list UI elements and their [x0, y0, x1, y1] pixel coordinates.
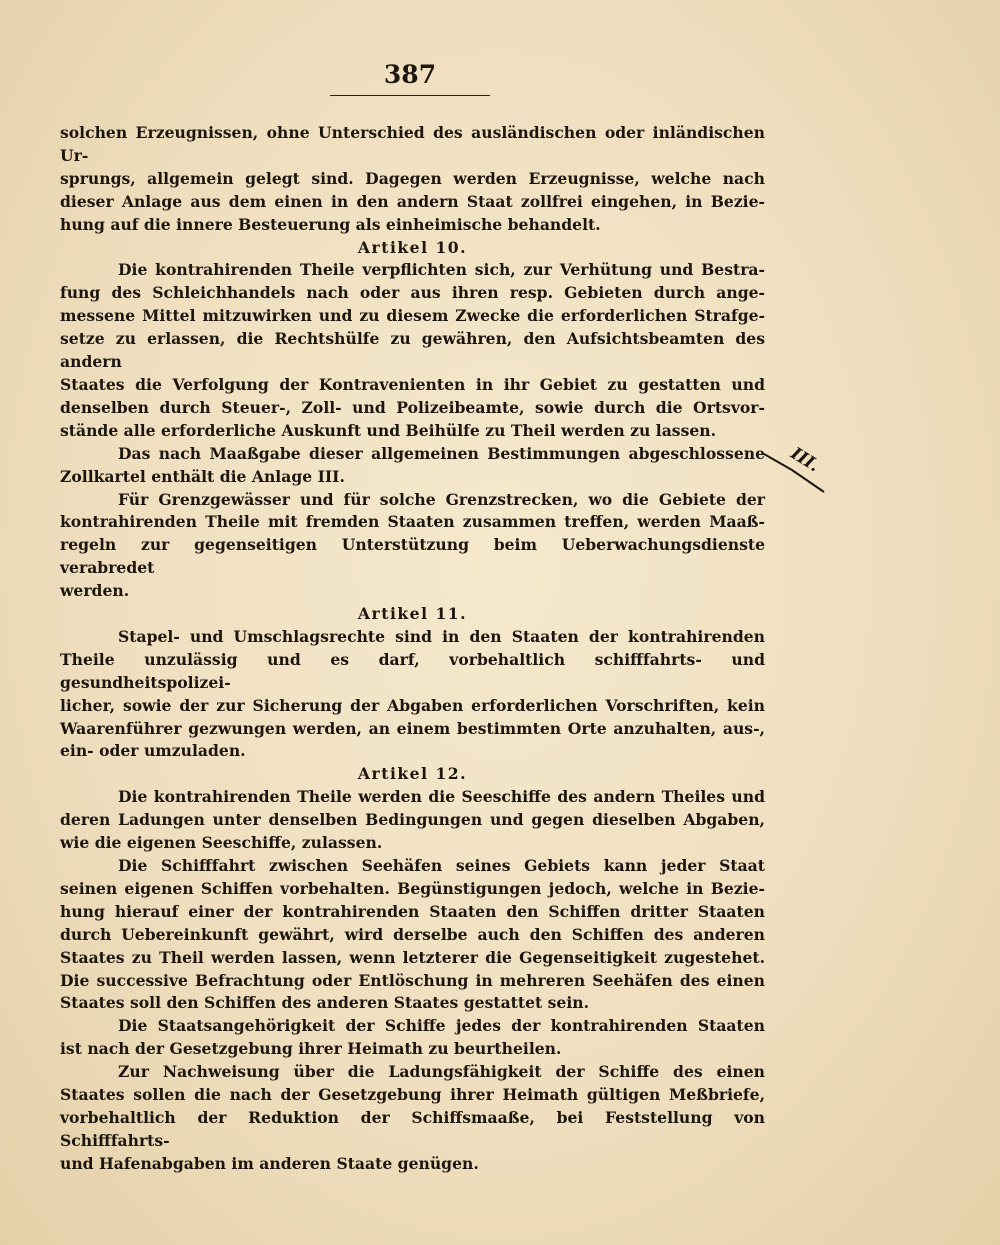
text-line: setze zu erlassen, die Rechtshülfe zu gewähren, den Aufsichtsbeamten des andern: [60, 329, 765, 372]
text-line: Für Grenzgewässer und für solche Grenzstrecken, wo die Gebiete der: [118, 489, 765, 509]
page-number: 387: [383, 60, 437, 89]
text-line: Zollkartel enthält die Anlage III.: [60, 466, 345, 486]
text-line: Stapel- und Umschlagsrechte sind in den Staaten der kontrahirenden: [118, 626, 765, 646]
margin-note-text: III.: [786, 443, 823, 477]
text-line: denselben durch Steuer-, Zoll- und Polizeibeamte, sowie durch die Ortsvor-: [60, 397, 765, 417]
text-line: Staates sollen die nach der Gesetzgebung ihrer Heimath gültigen Meßbriefe,: [60, 1085, 765, 1105]
text-line: Zur Nachweisung über die Ladungsfähigkeit der Schiffe des einen: [118, 1062, 765, 1082]
text-line: messene Mittel mitzuwirken und zu diesem Zwecke die erforderlichen Strafge-: [60, 306, 765, 326]
text-line: wie die eigenen Seeschiffe, zulassen.: [60, 833, 383, 853]
paragraph: [60, 626, 765, 763]
text-line: Theile unzulässig und es darf, vorbehaltlich schifffahrts- und gesundheitspolizei-: [60, 649, 765, 692]
text-line: ist nach der Gesetzgebung ihrer Heimath zu beurtheilen.: [60, 1039, 562, 1059]
text-line: und Hafenabgaben im anderen Staate genügen.: [60, 1153, 479, 1173]
text-line: Das nach Maaßgabe dieser allgemeinen Bestimmungen abgeschlossene: [118, 443, 765, 463]
text-line: werden.: [60, 581, 130, 601]
paragraph: [60, 122, 765, 237]
text-line: Staates soll den Schiffen des anderen Staates gestattet sein.: [60, 993, 590, 1013]
margin-annotation: [762, 443, 832, 498]
text-line: licher, sowie der zur Sicherung der Abgaben erforderlichen Vorschriften, kein: [60, 695, 765, 715]
text-line: fung des Schleichhandels nach oder aus ihren resp. Gebieten durch ange-: [60, 283, 765, 303]
article-heading: Artikel 10.: [357, 237, 468, 257]
text-line: stände alle erforderliche Auskunft und Beihülfe zu Theil werden zu lassen.: [60, 420, 717, 440]
paragraph: [60, 855, 765, 1015]
paragraph: [60, 489, 765, 604]
text-line: Staates zu Theil werden lassen, wenn letzterer die Gegenseitigkeit zugestehet.: [60, 947, 765, 967]
text-line: hung hierauf einer der kontrahirenden Staaten den Schiffen dritter Staaten: [60, 901, 765, 921]
text-line: Die kontrahirenden Theile werden die Seeschiffe des andern Theiles und: [118, 787, 765, 807]
text-line: vorbehaltlich der Reduktion der Schiffsmaaße, bei Feststellung von Schifffahrts-: [60, 1107, 765, 1150]
paragraph: [60, 786, 765, 855]
text-line: Waarenführer gezwungen werden, an einem bestimmten Orte anzuhalten, aus-,: [60, 718, 765, 738]
text-line: regeln zur gegenseitigen Unterstützung beim Ueberwachungsdienste verabredet: [60, 535, 765, 578]
text-line: Staates die Verfolgung der Kontravenienten in ihr Gebiet zu gestatten und: [60, 374, 765, 394]
paragraph: [60, 1061, 765, 1176]
text-line: kontrahirenden Theile mit fremden Staaten zusammen treffen, werden Maaß-: [60, 512, 765, 532]
text-line: sprungs, allgemein gelegt sind. Dagegen werden Erzeugnisse, welche nach: [60, 168, 765, 188]
text-line: seinen eigenen Schiffen vorbehalten. Begünstigungen jedoch, welche in Bezie-: [60, 878, 765, 898]
text-line: deren Ladungen unter denselben Bedingungen und gegen dieselben Abgaben,: [60, 810, 765, 830]
paragraph: [60, 1015, 765, 1061]
text-line: Die Staatsangehörigkeit der Schiffe jedes der kontrahirenden Staaten: [118, 1016, 765, 1036]
paragraph: [60, 443, 765, 489]
text-line: solchen Erzeugnissen, ohne Unterschied des ausländischen oder inländischen Ur-: [60, 123, 765, 165]
body-text: [60, 122, 765, 1176]
article-heading: Artikel 12.: [357, 764, 468, 784]
text-line: hung auf die innere Besteuerung als einheimische behandelt.: [60, 214, 601, 234]
text-line: Die successive Befrachtung oder Entlöschung in mehreren Seehäfen des einen: [60, 970, 765, 990]
page-number-rule: [330, 95, 490, 96]
text-line: ein- oder umzuladen.: [60, 741, 246, 761]
text-line: Die Schifffahrt zwischen Seehäfen seines Gebiets kann jeder Staat: [118, 856, 765, 875]
paragraph: [60, 259, 765, 442]
article-heading: Artikel 11.: [357, 604, 468, 624]
text-line: dieser Anlage aus dem einen in den andern Staat zollfrei eingehen, in Bezie-: [60, 191, 765, 211]
text-line: Die kontrahirenden Theile verpflichten sich, zur Verhütung und Bestra-: [118, 260, 765, 280]
text-line: durch Uebereinkunft gewährt, wird derselbe auch den Schiffen des anderen: [60, 924, 765, 944]
